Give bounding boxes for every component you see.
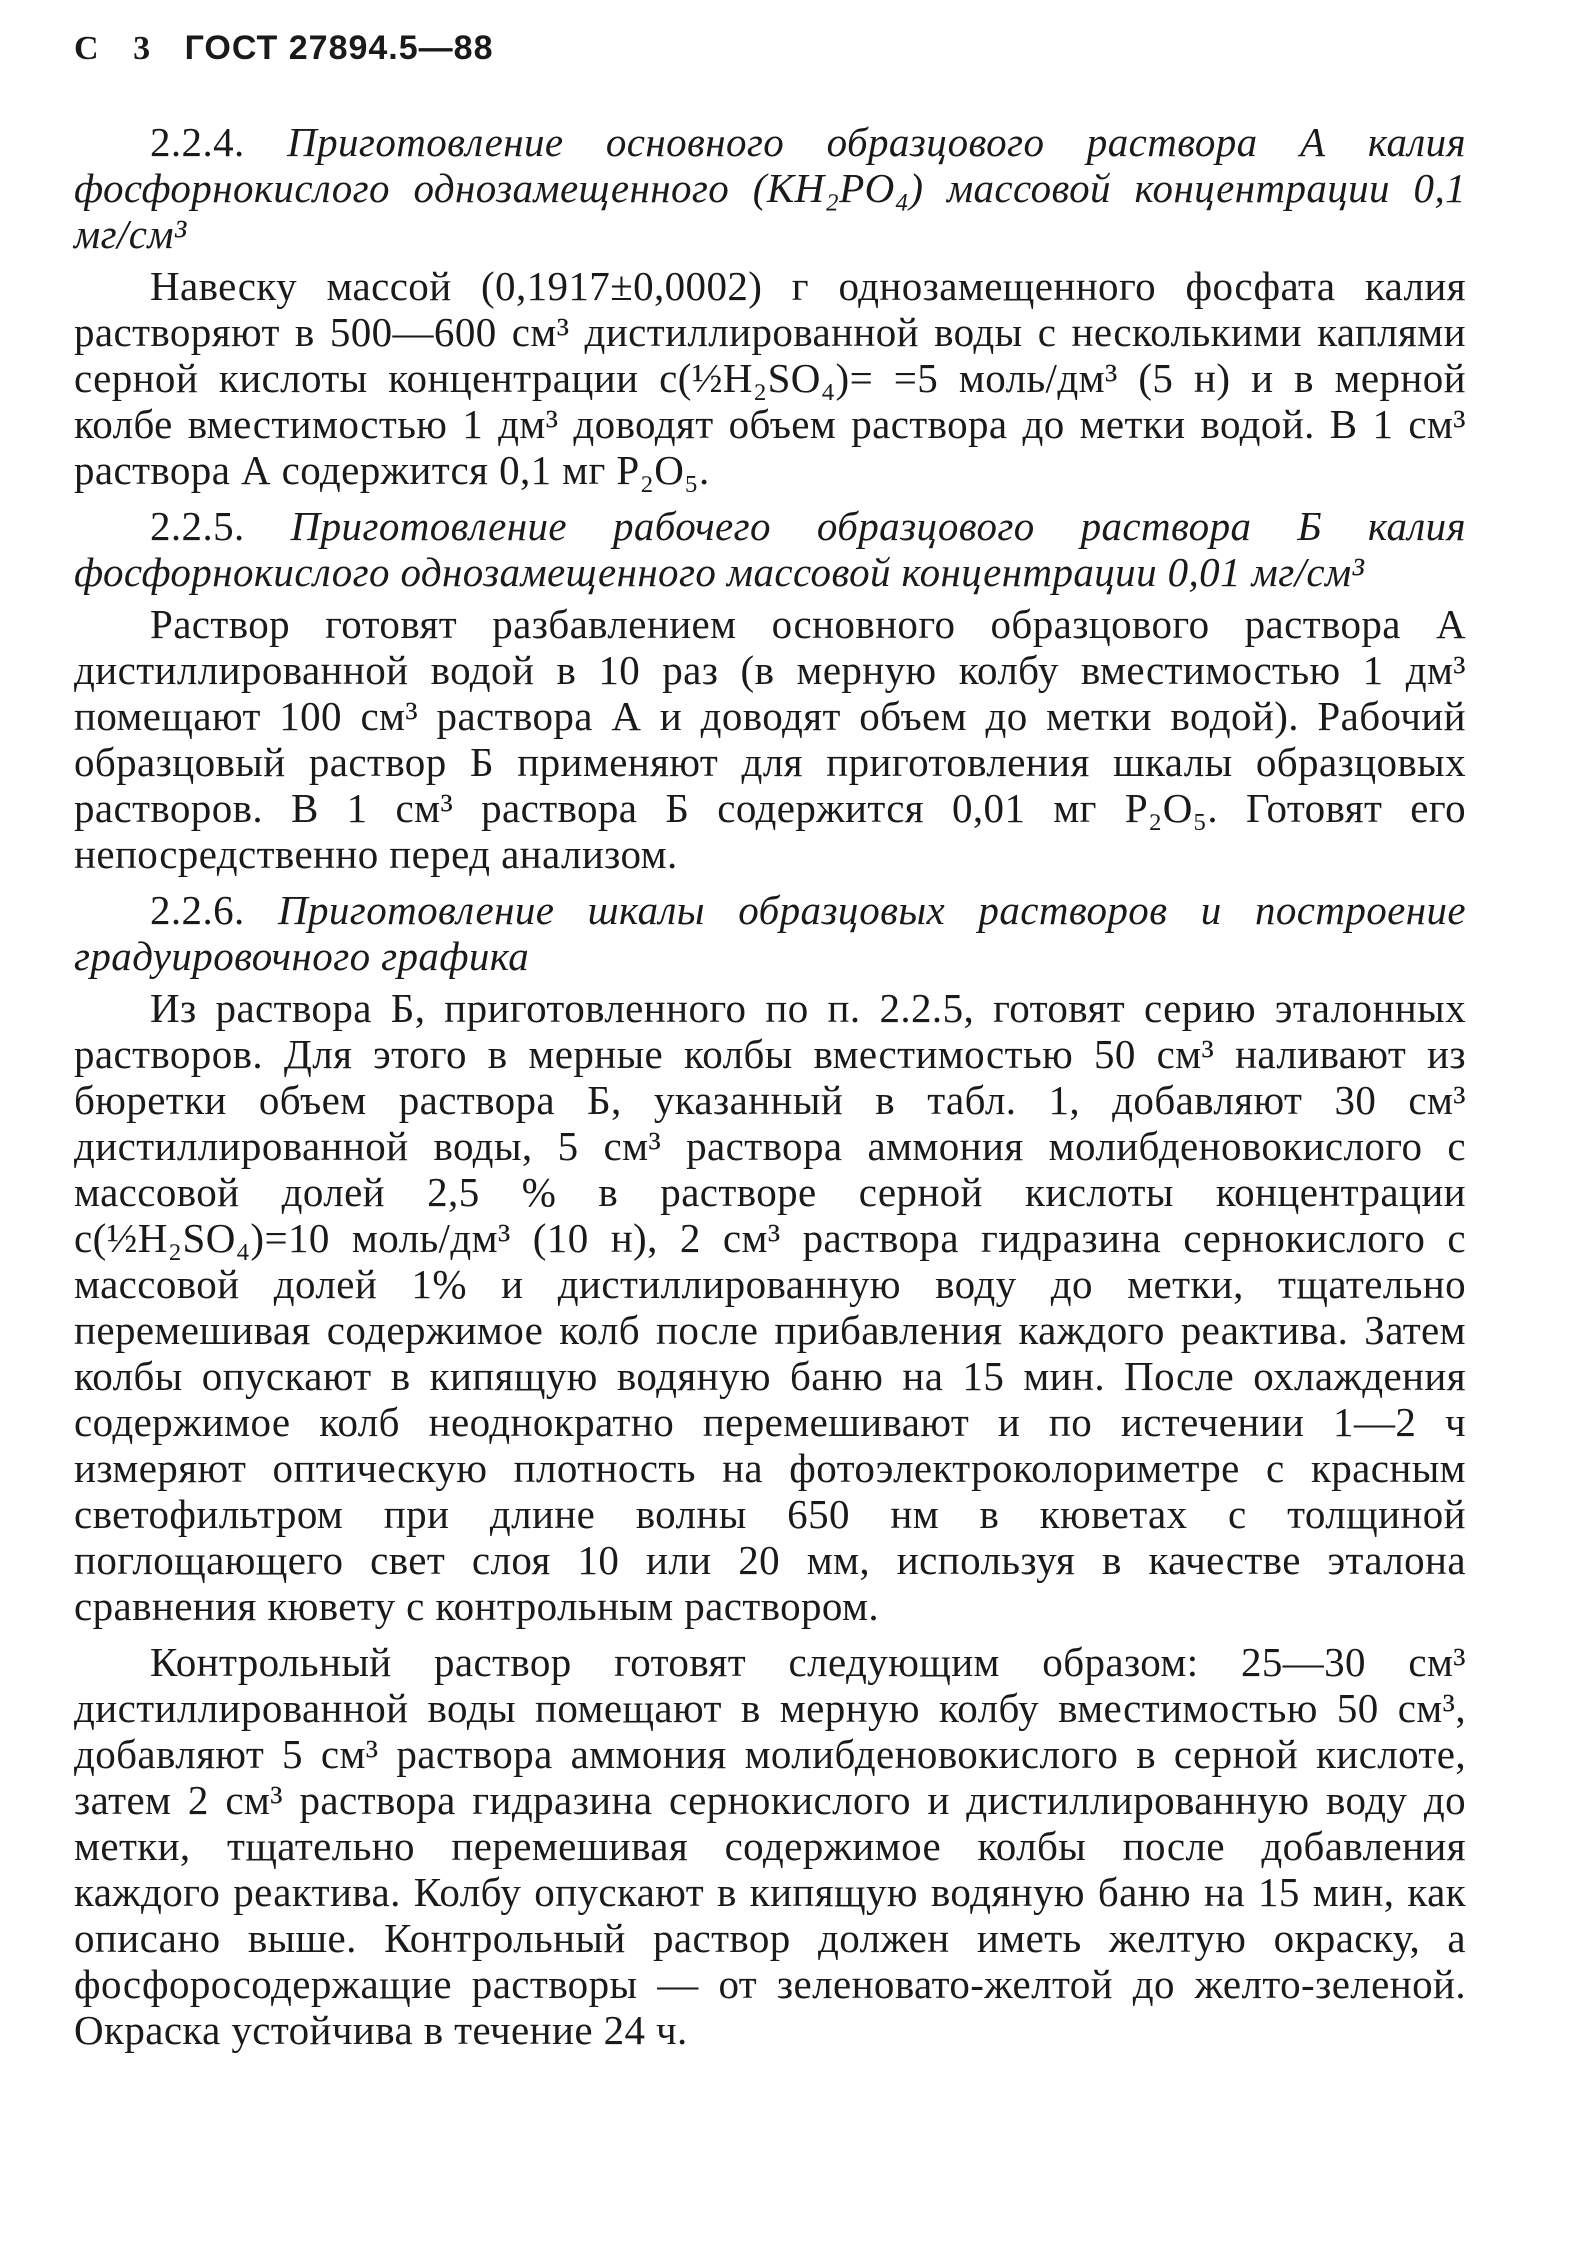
section-number: 2.2.5. <box>150 503 245 549</box>
section-heading <box>74 503 1466 595</box>
section-title: Приготовление рабочего образцового раствора Б калия фосфорнокислого однозамещенного массовой концентрации 0,01 мг/см³ <box>74 503 1467 595</box>
standard-designation: ГОСТ 27894.5—88 <box>184 29 494 67</box>
paragraph: Навеску массой (0,1917±0,0002) г однозамещенного фосфата калия растворяют в 500—600 см³ дистиллированной воды с несколькими каплями серной кислоты концентрации c(½H₂SO₄)= =5 моль/дм³ (5 н) и в мерной колбе вместимостью 1 дм³ доводят объем раствора до метки водой. В 1 см³ раствора А содержится 0,1 мг P₂O₅. <box>74 263 1466 493</box>
paragraph: Раствор готовят разбавлением основного образцового раствора А дистиллированной водой в 10 раз (в мерную колбу вместимостью 1 дм³ помещают 100 см³ раствора А и доводят объем до метки водой). Рабочий образцовый раствор Б применяют для приготовления шкалы образцовых растворов. В 1 см³ раствора Б содержится 0,01 мг P₂O₅. Готовят его непосредственно перед анализом. <box>74 601 1466 877</box>
page-number: 3 <box>133 30 152 67</box>
section-number: 2.2.6. <box>150 887 245 933</box>
section-heading <box>74 119 1466 257</box>
section-title: Приготовление шкалы образцовых растворов и построение градуировочного графика <box>74 887 1466 979</box>
page-letter: С <box>74 30 100 67</box>
section-heading <box>74 887 1466 979</box>
page-header <box>74 18 1466 79</box>
document-page <box>74 18 1466 2063</box>
paragraph: Из раствора Б, приготовленного по п. 2.2.5, готовят серию эталонных растворов. Для этого в мерные колбы вместимостью 50 см³ наливают из бюретки объем раствора Б, указанный в табл. 1, добавляют 30 см³ дистиллированной воды, 5 см³ раствора аммония молибденовокислого с массовой долей 2,5 % в растворе серной кислоты концентрации c(½H₂SO₄)=10 моль/дм³ (10 н), 2 см³ раствора гидразина сернокислого с массовой долей 1% и дистиллированную воду до метки, тщательно перемешивая содержимое колб после прибавления каждого реактива. Затем колбы опускают в кипящую водяную баню на 15 мин. После охлаждения содержимое колб неоднократно перемешивают и по истечении 1—2 ч измеряют оптическую плотность на фотоэлектроколориметре с красным светофильтром при длине волны 650 нм в кюветах с толщиной поглощающего свет слоя 10 или 20 мм, используя в качестве эталона сравнения кювету с контрольным раствором. <box>74 985 1466 1629</box>
paragraph: Контрольный раствор готовят следующим образом: 25—30 см³ дистиллированной воды помещают в мерную колбу вместимостью 50 см³, добавляют 5 см³ раствора аммония молибденовокислого в серной кислоте, затем 2 см³ раствора гидразина сернокислого и дистиллированную воду до метки, тщательно перемешивая содержимое колбы после добавления каждого реактива. Колбу опускают в кипящую водяную баню на 15 мин, как описано выше. Контрольный раствор должен иметь желтую окраску, а фосфоросодержащие растворы — от зеленовато-желтой до желто-зеленой. Окраска устойчива в течение 24 ч. <box>74 1639 1466 2053</box>
section-title: Приготовление основного образцового раствора А калия фосфорнокислого однозамещенного (KH₂PO₄) массовой концентрации 0,1 мг/см³ <box>74 119 1466 257</box>
section-number: 2.2.4. <box>150 119 245 165</box>
